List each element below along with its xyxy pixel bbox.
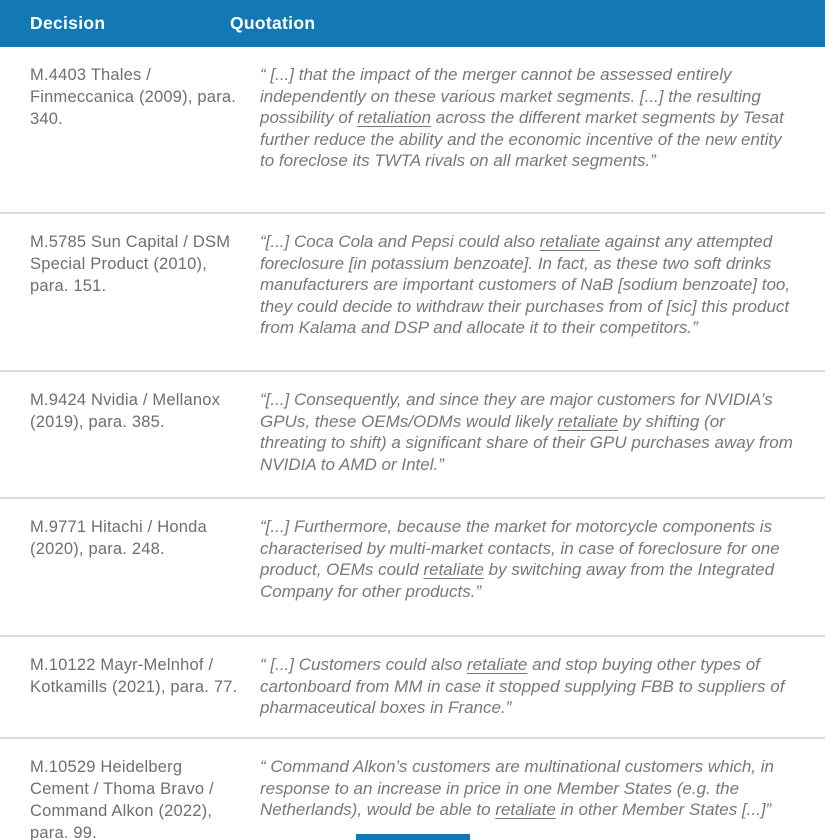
quotation-cell <box>260 64 795 172</box>
table-header-row <box>0 0 825 47</box>
quote-text-pre: “[...] Furthermore, because the market for motorcycle components is characterised by multi-market contacts, in case of foreclosure for one product, OEMs could <box>260 517 780 579</box>
table-row <box>0 212 825 370</box>
retaliation-keyword: retaliate <box>539 232 601 251</box>
quotation-cell <box>260 231 795 339</box>
decision-cell: M.5785 Sun Capital / DSM Special Product (2010), para. 151. <box>30 233 231 295</box>
quotation-cell <box>260 654 795 719</box>
decision-cell: M.10122 Mayr-Melnhof / Kotkamills (2021), para. 77. <box>30 656 238 696</box>
decision-cell: M.10529 Heidelberg Cement / Thoma Bravo / Command Alkon (2022), para. 99. <box>30 758 214 840</box>
retaliation-keyword: retaliate <box>466 655 528 674</box>
retaliation-keyword: retaliate <box>495 800 556 819</box>
footer-accent-bar <box>356 834 470 840</box>
quotation-cell <box>260 389 795 475</box>
retaliation-keyword: retaliate <box>423 560 484 579</box>
table-row <box>0 370 825 497</box>
quote-text-pre: “[...] Consequently, and since they are major customers for NVIDIA’s GPUs, these OEMs/ODMs would likely <box>260 390 773 431</box>
quote-text-post: and stop buying other types of cartonboard from MM in case it stopped supplying FBB to suppliers of pharmaceutical boxes in France.” <box>260 655 785 717</box>
quotation-cell <box>260 756 795 821</box>
quote-text-post: in other Member States [...]” <box>555 800 772 819</box>
quote-text-post: against any attempted foreclosure [in potassium benzoate]. In fact, as these two soft drinks manufacturers are important customers of NaB [sodium benzoate] too, they could decide to withdraw their purchases from of [sic] this product from Kalama and DSP and allocate it to their competitors.” <box>260 232 791 337</box>
quote-text-pre: “[...] Coca Cola and Pepsi could also <box>260 232 540 251</box>
quote-text-pre: “ [...] Customers could also <box>260 655 467 674</box>
quote-text-post: by switching away from the Integrated Company for other products.” <box>260 560 775 601</box>
table-row <box>0 737 825 840</box>
retaliation-keyword: retaliation <box>357 108 432 127</box>
quote-text-pre: “ [...] that the impact of the merger cannot be assessed entirely independently on these various market segments. [...] the resulting possibility of <box>260 65 761 127</box>
table-row <box>0 47 825 212</box>
decision-cell: M.9424 Nvidia / Mellanox (2019), para. 385. <box>30 391 221 431</box>
table-row <box>0 635 825 737</box>
quote-text-post: by shifting (or threating to shift) a significant share of their GPU purchases away from NVIDIA to AMD or Intel.” <box>260 411 793 474</box>
retaliation-keyword: retaliate <box>557 411 619 431</box>
decision-cell: M.9771 Hitachi / Honda (2020), para. 248. <box>30 518 207 558</box>
decision-cell: M.4403 Thales / Finmeccanica (2009), para. 340. <box>30 66 237 128</box>
quote-text-pre: “ Command Alkon’s customers are multinational customers which, in response to an increase in price in one Member States (e.g. the Netherlands), would be able to <box>260 757 774 819</box>
column-header-decision: Decision <box>30 13 106 33</box>
quotation-cell <box>260 516 795 602</box>
quote-text-post: across the different market segments by Tesat further reduce the ability and the economic incentive of the new entity to foreclose its TWTA rivals on all market segments.” <box>260 108 784 170</box>
table-row <box>0 497 825 635</box>
column-header-quotation: Quotation <box>230 13 316 33</box>
